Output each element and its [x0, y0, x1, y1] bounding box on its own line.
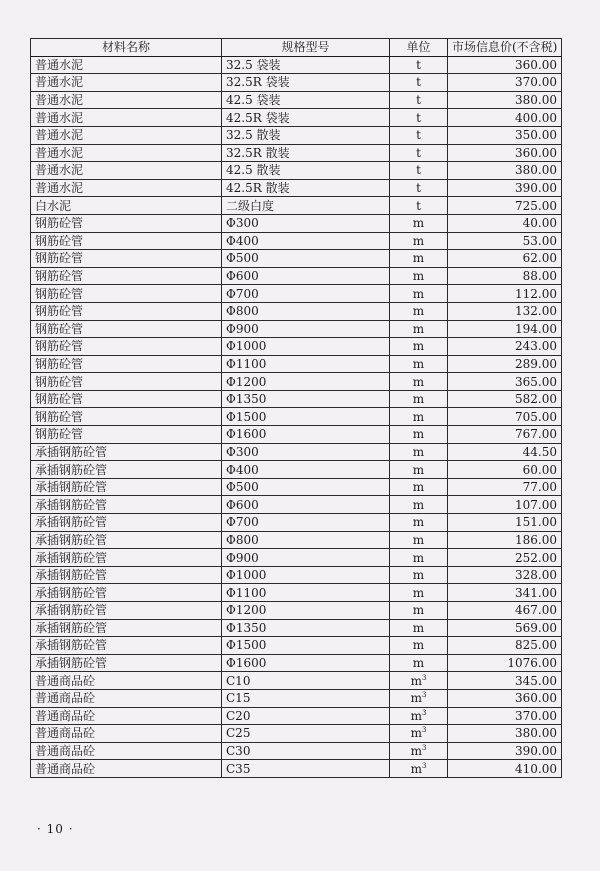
cell-unit: [390, 355, 448, 373]
cell-unit: [390, 91, 448, 109]
cell-unit: [390, 144, 448, 162]
cell-material-name: 普通商品砼: [31, 707, 222, 725]
cell-market-price: 725.00: [448, 197, 562, 215]
unit-symbol: m: [412, 356, 425, 371]
cell-material-name: 钢筋砼管: [31, 426, 222, 444]
table-row: [31, 320, 562, 338]
cell-market-price: 400.00: [448, 109, 562, 127]
cell-market-price: 365.00: [448, 373, 562, 391]
cell-unit: [390, 179, 448, 197]
cell-spec-model: Φ900: [222, 320, 390, 338]
cell-spec-model: Φ1000: [222, 566, 390, 584]
cell-spec-model: Φ1600: [222, 654, 390, 672]
table-row: [31, 338, 562, 356]
table-row: [31, 91, 562, 109]
unit-symbol: m: [412, 444, 425, 459]
cell-spec-model: Φ800: [222, 531, 390, 549]
cell-spec-model: C15: [222, 689, 390, 707]
cell-market-price: 380.00: [448, 91, 562, 109]
cell-unit: [390, 320, 448, 338]
cell-material-name: 钢筋砼管: [31, 390, 222, 408]
cell-market-price: 186.00: [448, 531, 562, 549]
cell-market-price: 360.00: [448, 689, 562, 707]
cell-material-name: 承插钢筋砼管: [31, 619, 222, 637]
cell-material-name: 白水泥: [31, 197, 222, 215]
unit-symbol: m: [410, 691, 422, 706]
cell-unit: [390, 549, 448, 567]
cell-unit: [390, 602, 448, 620]
cell-market-price: 132.00: [448, 302, 562, 320]
unit-symbol: m: [412, 321, 425, 336]
cell-unit: [390, 338, 448, 356]
cell-unit: [390, 267, 448, 285]
unit-symbol: m: [412, 497, 425, 512]
table-body: [31, 56, 562, 777]
unit-symbol: m: [412, 304, 425, 319]
table-row: [31, 232, 562, 250]
header-material-name: 材料名称: [31, 39, 222, 57]
cell-unit: [390, 214, 448, 232]
cell-unit: [390, 109, 448, 127]
cell-spec-model: C20: [222, 707, 390, 725]
cell-spec-model: 32.5R 散装: [222, 144, 390, 162]
cell-material-name: 承插钢筋砼管: [31, 443, 222, 461]
cell-market-price: 350.00: [448, 126, 562, 144]
table-row: [31, 74, 562, 92]
cell-spec-model: Φ400: [222, 461, 390, 479]
table-row: [31, 302, 562, 320]
cell-material-name: 承插钢筋砼管: [31, 584, 222, 602]
cell-unit: [390, 619, 448, 637]
cell-material-name: 普通水泥: [31, 126, 222, 144]
cell-unit: [390, 126, 448, 144]
cell-material-name: 普通水泥: [31, 109, 222, 127]
cell-unit: [390, 637, 448, 655]
cell-market-price: 370.00: [448, 74, 562, 92]
cell-spec-model: 32.5 袋装: [222, 56, 390, 74]
unit-symbol: m: [412, 515, 425, 530]
price-table: [30, 38, 562, 778]
unit-exponent: 3: [421, 744, 427, 753]
cell-unit: [390, 654, 448, 672]
table-row: [31, 707, 562, 725]
header-row: [31, 39, 562, 57]
table-row: [31, 619, 562, 637]
cell-unit: [390, 232, 448, 250]
unit-symbol: m: [412, 620, 425, 635]
cell-spec-model: C35: [222, 760, 390, 778]
table-row: [31, 214, 562, 232]
cell-spec-model: C30: [222, 742, 390, 760]
unit-symbol: m: [412, 480, 425, 495]
cell-unit: [390, 514, 448, 532]
cell-material-name: 钢筋砼管: [31, 214, 222, 232]
cell-market-price: 345.00: [448, 672, 562, 690]
table-row: [31, 408, 562, 426]
cell-material-name: 钢筋砼管: [31, 373, 222, 391]
cell-material-name: 普通水泥: [31, 162, 222, 180]
table-row: [31, 179, 562, 197]
cell-market-price: 88.00: [448, 267, 562, 285]
cell-material-name: 钢筋砼管: [31, 267, 222, 285]
table-row: [31, 373, 562, 391]
cell-unit: [390, 408, 448, 426]
cell-unit: [390, 197, 448, 215]
unit-symbol: m: [412, 550, 425, 565]
cell-spec-model: 32.5 散装: [222, 126, 390, 144]
unit-exponent: 3: [421, 691, 427, 700]
cell-spec-model: Φ600: [222, 496, 390, 514]
cell-material-name: 承插钢筋砼管: [31, 478, 222, 496]
table-row: [31, 584, 562, 602]
header-spec-model: 规格型号: [222, 39, 390, 57]
cell-unit: [390, 74, 448, 92]
cell-spec-model: Φ1350: [222, 619, 390, 637]
cell-material-name: 钢筋砼管: [31, 338, 222, 356]
cell-market-price: 390.00: [448, 179, 562, 197]
cell-spec-model: Φ1100: [222, 355, 390, 373]
table-row: [31, 461, 562, 479]
unit-symbol: m: [412, 286, 425, 301]
cell-spec-model: Φ1500: [222, 637, 390, 655]
unit-symbol: t: [416, 110, 421, 125]
unit-symbol: m: [412, 374, 425, 389]
cell-market-price: 705.00: [448, 408, 562, 426]
table-row: [31, 602, 562, 620]
table-row: [31, 426, 562, 444]
cell-unit: [390, 162, 448, 180]
cell-spec-model: Φ1600: [222, 426, 390, 444]
table-row: [31, 654, 562, 672]
table-row: [31, 725, 562, 743]
unit-symbol: m: [412, 603, 425, 618]
cell-spec-model: 42.5 袋装: [222, 91, 390, 109]
cell-material-name: 钢筋砼管: [31, 408, 222, 426]
unit-symbol: m: [410, 726, 422, 741]
cell-spec-model: 32.5R 袋装: [222, 74, 390, 92]
unit-symbol: t: [416, 128, 421, 143]
cell-unit: [390, 250, 448, 268]
cell-spec-model: 42.5R 散装: [222, 179, 390, 197]
cell-spec-model: Φ1200: [222, 373, 390, 391]
unit-symbol: m: [412, 532, 425, 547]
cell-unit: [390, 566, 448, 584]
table-row: [31, 478, 562, 496]
cell-unit: [390, 707, 448, 725]
cell-market-price: 53.00: [448, 232, 562, 250]
table-row: [31, 514, 562, 532]
cell-market-price: 77.00: [448, 478, 562, 496]
unit-symbol: m: [412, 216, 425, 231]
table-row: [31, 355, 562, 373]
unit-symbol: m: [412, 339, 425, 354]
cell-spec-model: Φ1200: [222, 602, 390, 620]
cell-market-price: 380.00: [448, 162, 562, 180]
unit-exponent: 3: [421, 708, 427, 717]
table-row: [31, 496, 562, 514]
cell-unit: [390, 443, 448, 461]
cell-market-price: 370.00: [448, 707, 562, 725]
table-row: [31, 672, 562, 690]
cell-material-name: 普通水泥: [31, 144, 222, 162]
unit-symbol: m: [412, 638, 425, 653]
cell-spec-model: Φ900: [222, 549, 390, 567]
cell-material-name: 承插钢筋砼管: [31, 549, 222, 567]
table-row: [31, 443, 562, 461]
cell-material-name: 普通水泥: [31, 91, 222, 109]
unit-symbol: m: [412, 568, 425, 583]
table-row: [31, 56, 562, 74]
table-row: [31, 566, 562, 584]
table-row: [31, 760, 562, 778]
table-row: [31, 267, 562, 285]
unit-symbol: m: [412, 269, 425, 284]
cell-spec-model: Φ500: [222, 250, 390, 268]
cell-material-name: 普通商品砼: [31, 672, 222, 690]
table-header: [31, 39, 562, 57]
cell-unit: [390, 760, 448, 778]
cell-spec-model: Φ600: [222, 267, 390, 285]
cell-material-name: 普通商品砼: [31, 742, 222, 760]
unit-exponent: 3: [421, 726, 427, 735]
cell-unit: [390, 390, 448, 408]
unit-symbol: t: [416, 163, 421, 178]
cell-market-price: 112.00: [448, 285, 562, 303]
cell-spec-model: 二级白度: [222, 197, 390, 215]
cell-market-price: 40.00: [448, 214, 562, 232]
cell-market-price: 360.00: [448, 144, 562, 162]
cell-market-price: 467.00: [448, 602, 562, 620]
cell-market-price: 60.00: [448, 461, 562, 479]
cell-material-name: 普通商品砼: [31, 760, 222, 778]
cell-market-price: 767.00: [448, 426, 562, 444]
cell-spec-model: C25: [222, 725, 390, 743]
cell-unit: [390, 426, 448, 444]
cell-material-name: 钢筋砼管: [31, 355, 222, 373]
header-unit: 单位: [390, 39, 448, 57]
cell-spec-model: Φ800: [222, 302, 390, 320]
cell-material-name: 承插钢筋砼管: [31, 637, 222, 655]
cell-spec-model: Φ1100: [222, 584, 390, 602]
cell-material-name: 普通水泥: [31, 179, 222, 197]
table-row: [31, 637, 562, 655]
cell-market-price: 569.00: [448, 619, 562, 637]
cell-market-price: 252.00: [448, 549, 562, 567]
unit-symbol: m: [412, 656, 425, 671]
page-number: · 10 ·: [37, 822, 74, 836]
unit-symbol: m: [410, 761, 422, 776]
table-row: [31, 549, 562, 567]
table-row: [31, 742, 562, 760]
unit-symbol: t: [416, 145, 421, 160]
cell-market-price: 328.00: [448, 566, 562, 584]
cell-spec-model: C10: [222, 672, 390, 690]
cell-unit: [390, 672, 448, 690]
unit-symbol: t: [416, 181, 421, 196]
cell-spec-model: Φ1000: [222, 338, 390, 356]
cell-market-price: 289.00: [448, 355, 562, 373]
cell-unit: [390, 742, 448, 760]
table-row: [31, 390, 562, 408]
cell-material-name: 普通商品砼: [31, 689, 222, 707]
unit-symbol: m: [412, 409, 425, 424]
cell-market-price: 1076.00: [448, 654, 562, 672]
cell-market-price: 107.00: [448, 496, 562, 514]
cell-unit: [390, 496, 448, 514]
table-row: [31, 126, 562, 144]
cell-market-price: 243.00: [448, 338, 562, 356]
cell-material-name: 钢筋砼管: [31, 250, 222, 268]
cell-spec-model: Φ1350: [222, 390, 390, 408]
cell-material-name: 承插钢筋砼管: [31, 531, 222, 549]
unit-symbol: m: [412, 392, 425, 407]
table-row: [31, 689, 562, 707]
cell-unit: [390, 478, 448, 496]
unit-symbol: m: [412, 462, 425, 477]
cell-material-name: 普通水泥: [31, 56, 222, 74]
unit-exponent: 3: [421, 761, 427, 770]
cell-material-name: 钢筋砼管: [31, 232, 222, 250]
unit-symbol: m: [412, 427, 425, 442]
cell-spec-model: Φ500: [222, 478, 390, 496]
cell-material-name: 承插钢筋砼管: [31, 496, 222, 514]
table-row: [31, 531, 562, 549]
cell-unit: [390, 689, 448, 707]
cell-material-name: 普通商品砼: [31, 725, 222, 743]
table-row: [31, 197, 562, 215]
cell-unit: [390, 584, 448, 602]
cell-unit: [390, 725, 448, 743]
cell-material-name: 承插钢筋砼管: [31, 602, 222, 620]
cell-material-name: 承插钢筋砼管: [31, 654, 222, 672]
cell-market-price: 410.00: [448, 760, 562, 778]
cell-market-price: 360.00: [448, 56, 562, 74]
unit-symbol: t: [416, 75, 421, 90]
cell-material-name: 承插钢筋砼管: [31, 514, 222, 532]
cell-market-price: 151.00: [448, 514, 562, 532]
unit-symbol: m: [410, 708, 422, 723]
unit-symbol: m: [412, 585, 425, 600]
unit-symbol: t: [416, 198, 421, 213]
cell-market-price: 825.00: [448, 637, 562, 655]
cell-spec-model: Φ1500: [222, 408, 390, 426]
cell-unit: [390, 461, 448, 479]
cell-material-name: 钢筋砼管: [31, 302, 222, 320]
cell-market-price: 582.00: [448, 390, 562, 408]
table-row: [31, 162, 562, 180]
cell-material-name: 普通水泥: [31, 74, 222, 92]
cell-market-price: 44.50: [448, 443, 562, 461]
cell-market-price: 62.00: [448, 250, 562, 268]
cell-unit: [390, 56, 448, 74]
cell-unit: [390, 373, 448, 391]
cell-unit: [390, 285, 448, 303]
cell-unit: [390, 302, 448, 320]
cell-spec-model: Φ300: [222, 214, 390, 232]
cell-market-price: 380.00: [448, 725, 562, 743]
cell-spec-model: 42.5 散装: [222, 162, 390, 180]
table-row: [31, 285, 562, 303]
cell-spec-model: Φ300: [222, 443, 390, 461]
cell-market-price: 390.00: [448, 742, 562, 760]
cell-material-name: 钢筋砼管: [31, 320, 222, 338]
unit-symbol: m: [412, 233, 425, 248]
unit-symbol: t: [416, 93, 421, 108]
cell-material-name: 承插钢筋砼管: [31, 461, 222, 479]
cell-spec-model: 42.5R 袋装: [222, 109, 390, 127]
cell-spec-model: Φ400: [222, 232, 390, 250]
cell-market-price: 194.00: [448, 320, 562, 338]
unit-symbol: t: [416, 57, 421, 72]
cell-spec-model: Φ700: [222, 285, 390, 303]
unit-symbol: m: [410, 673, 422, 688]
unit-exponent: 3: [421, 673, 427, 682]
cell-material-name: 承插钢筋砼管: [31, 566, 222, 584]
cell-market-price: 341.00: [448, 584, 562, 602]
unit-symbol: m: [410, 744, 422, 759]
cell-spec-model: Φ700: [222, 514, 390, 532]
table-row: [31, 109, 562, 127]
cell-unit: [390, 531, 448, 549]
table-row: [31, 250, 562, 268]
header-market-price: 市场信息价(不含税): [448, 39, 562, 57]
table-row: [31, 144, 562, 162]
unit-symbol: m: [412, 251, 425, 266]
cell-material-name: 钢筋砼管: [31, 285, 222, 303]
